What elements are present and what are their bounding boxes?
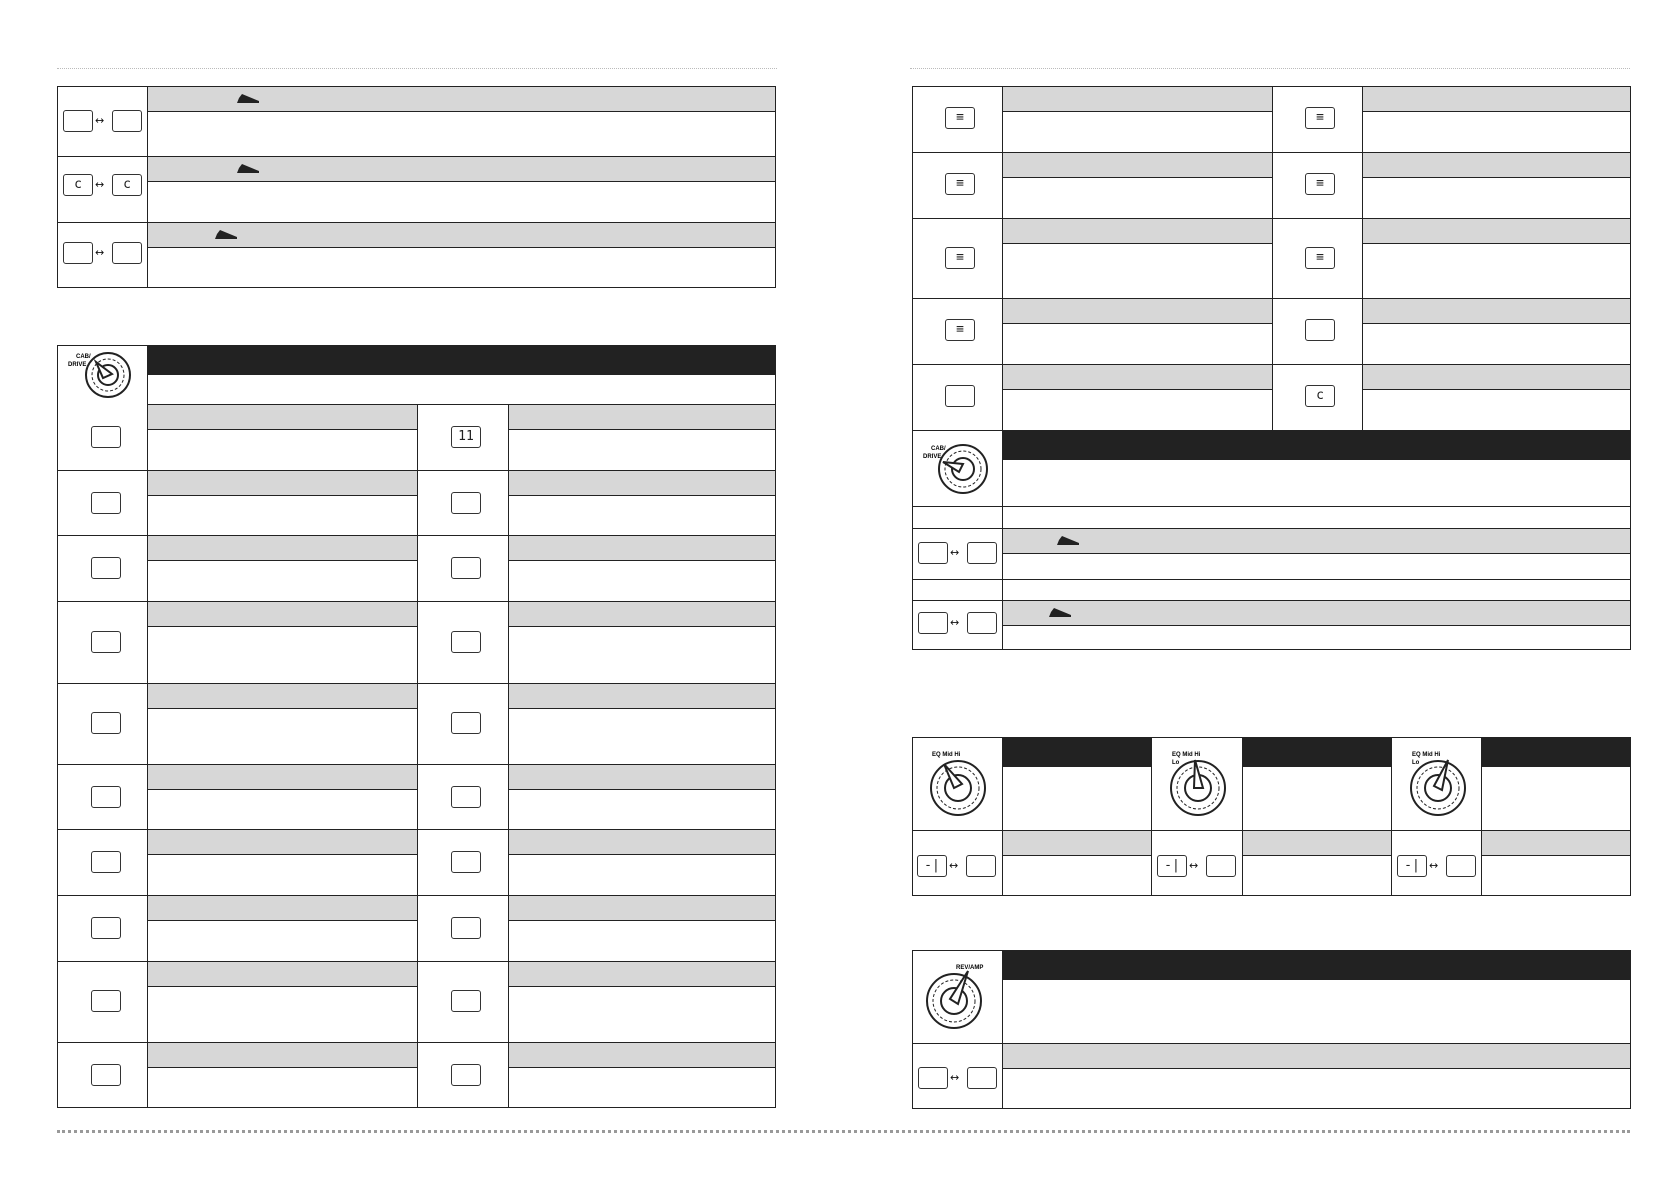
swap-arrow-icon: ↔ (95, 178, 105, 191)
swap-arrow-icon: ↔ (1429, 859, 1439, 872)
lcd-display (63, 242, 93, 264)
lcd-display (451, 786, 481, 808)
svg-text:Lo: Lo (1172, 760, 1180, 766)
lcd-display (967, 1067, 997, 1089)
drive-knob-icon (921, 436, 995, 502)
lcd-display (451, 1064, 481, 1086)
eq-knob-icon (920, 742, 996, 826)
lcd-display: ≡ (945, 247, 975, 269)
lcd-display: c (112, 174, 142, 196)
lcd-display: 11 (451, 426, 481, 448)
right-page-top-rule (910, 68, 1630, 69)
lcd-display (91, 1064, 121, 1086)
lcd-display (451, 990, 481, 1012)
lcd-display (91, 786, 121, 808)
lcd-display: c (1305, 385, 1335, 407)
lcd-display: ≡ (1305, 247, 1335, 269)
svg-text:DRIVE: DRIVE (68, 362, 87, 368)
lcd-display: ≡ (1305, 107, 1335, 129)
swap-arrow-icon: ↔ (950, 616, 960, 629)
knob-label: CAB/ (76, 354, 91, 360)
svg-text:Lo: Lo (1412, 760, 1420, 766)
drive-knob-icon (66, 348, 140, 400)
lcd-display (112, 110, 142, 132)
swap-arrow-icon: ↔ (950, 1071, 960, 1084)
lcd-display (967, 542, 997, 564)
eq-knob-icon (1400, 742, 1476, 826)
lcd-display (451, 631, 481, 653)
lcd-display (91, 990, 121, 1012)
expression-pedal-icon (214, 228, 238, 240)
expression-pedal-icon (1056, 534, 1080, 546)
eq-knob-icon (1160, 742, 1236, 826)
svg-text:DRIVE: DRIVE (923, 454, 942, 460)
reverb-knob-icon (920, 955, 996, 1037)
lcd-display: ≡ (945, 319, 975, 341)
swap-arrow-icon: ↔ (950, 546, 960, 559)
lcd-display (451, 492, 481, 514)
swap-arrow-icon: ↔ (95, 246, 105, 259)
swap-arrow-icon: ↔ (95, 114, 105, 127)
lcd-display (451, 851, 481, 873)
swap-arrow-icon: ↔ (949, 859, 959, 872)
lcd-display (1446, 855, 1476, 877)
lcd-display (918, 612, 948, 634)
svg-text:EQ Mid Hi: EQ Mid Hi (932, 752, 961, 758)
lcd-display (91, 492, 121, 514)
lcd-display (451, 712, 481, 734)
lcd-display (91, 917, 121, 939)
lcd-display (91, 426, 121, 448)
lcd-display (91, 712, 121, 734)
lcd-display (91, 851, 121, 873)
svg-text:EQ Mid Hi: EQ Mid Hi (1412, 752, 1441, 758)
lcd-display (967, 612, 997, 634)
pedal-assign-table (57, 86, 776, 288)
page-bottom-rule (57, 1130, 1630, 1133)
expression-pedal-icon (236, 92, 260, 104)
lcd-display: c (63, 174, 93, 196)
expression-pedal-icon (1048, 606, 1072, 618)
lcd-display (451, 917, 481, 939)
lcd-display (918, 1067, 948, 1089)
lcd-display (63, 110, 93, 132)
lcd-display: ≡ (1305, 173, 1335, 195)
lcd-display (451, 557, 481, 579)
lcd-display: -| (1397, 855, 1427, 877)
lcd-display: -| (1157, 855, 1187, 877)
svg-text:EQ Mid Hi: EQ Mid Hi (1172, 752, 1201, 758)
lcd-display (91, 631, 121, 653)
lcd-display (966, 855, 996, 877)
lcd-display (1305, 319, 1335, 341)
lcd-display (112, 242, 142, 264)
left-page-top-rule (57, 68, 777, 69)
svg-text:CAB/: CAB/ (931, 446, 946, 452)
lcd-display: -| (917, 855, 947, 877)
swap-arrow-icon: ↔ (1189, 859, 1199, 872)
lcd-display (918, 542, 948, 564)
expression-pedal-icon (236, 162, 260, 174)
lcd-display (91, 557, 121, 579)
lcd-display (1206, 855, 1236, 877)
lcd-display: ≡ (945, 107, 975, 129)
svg-text:REV/AMP: REV/AMP (956, 965, 984, 971)
lcd-display: ≡ (945, 173, 975, 195)
lcd-display (945, 385, 975, 407)
